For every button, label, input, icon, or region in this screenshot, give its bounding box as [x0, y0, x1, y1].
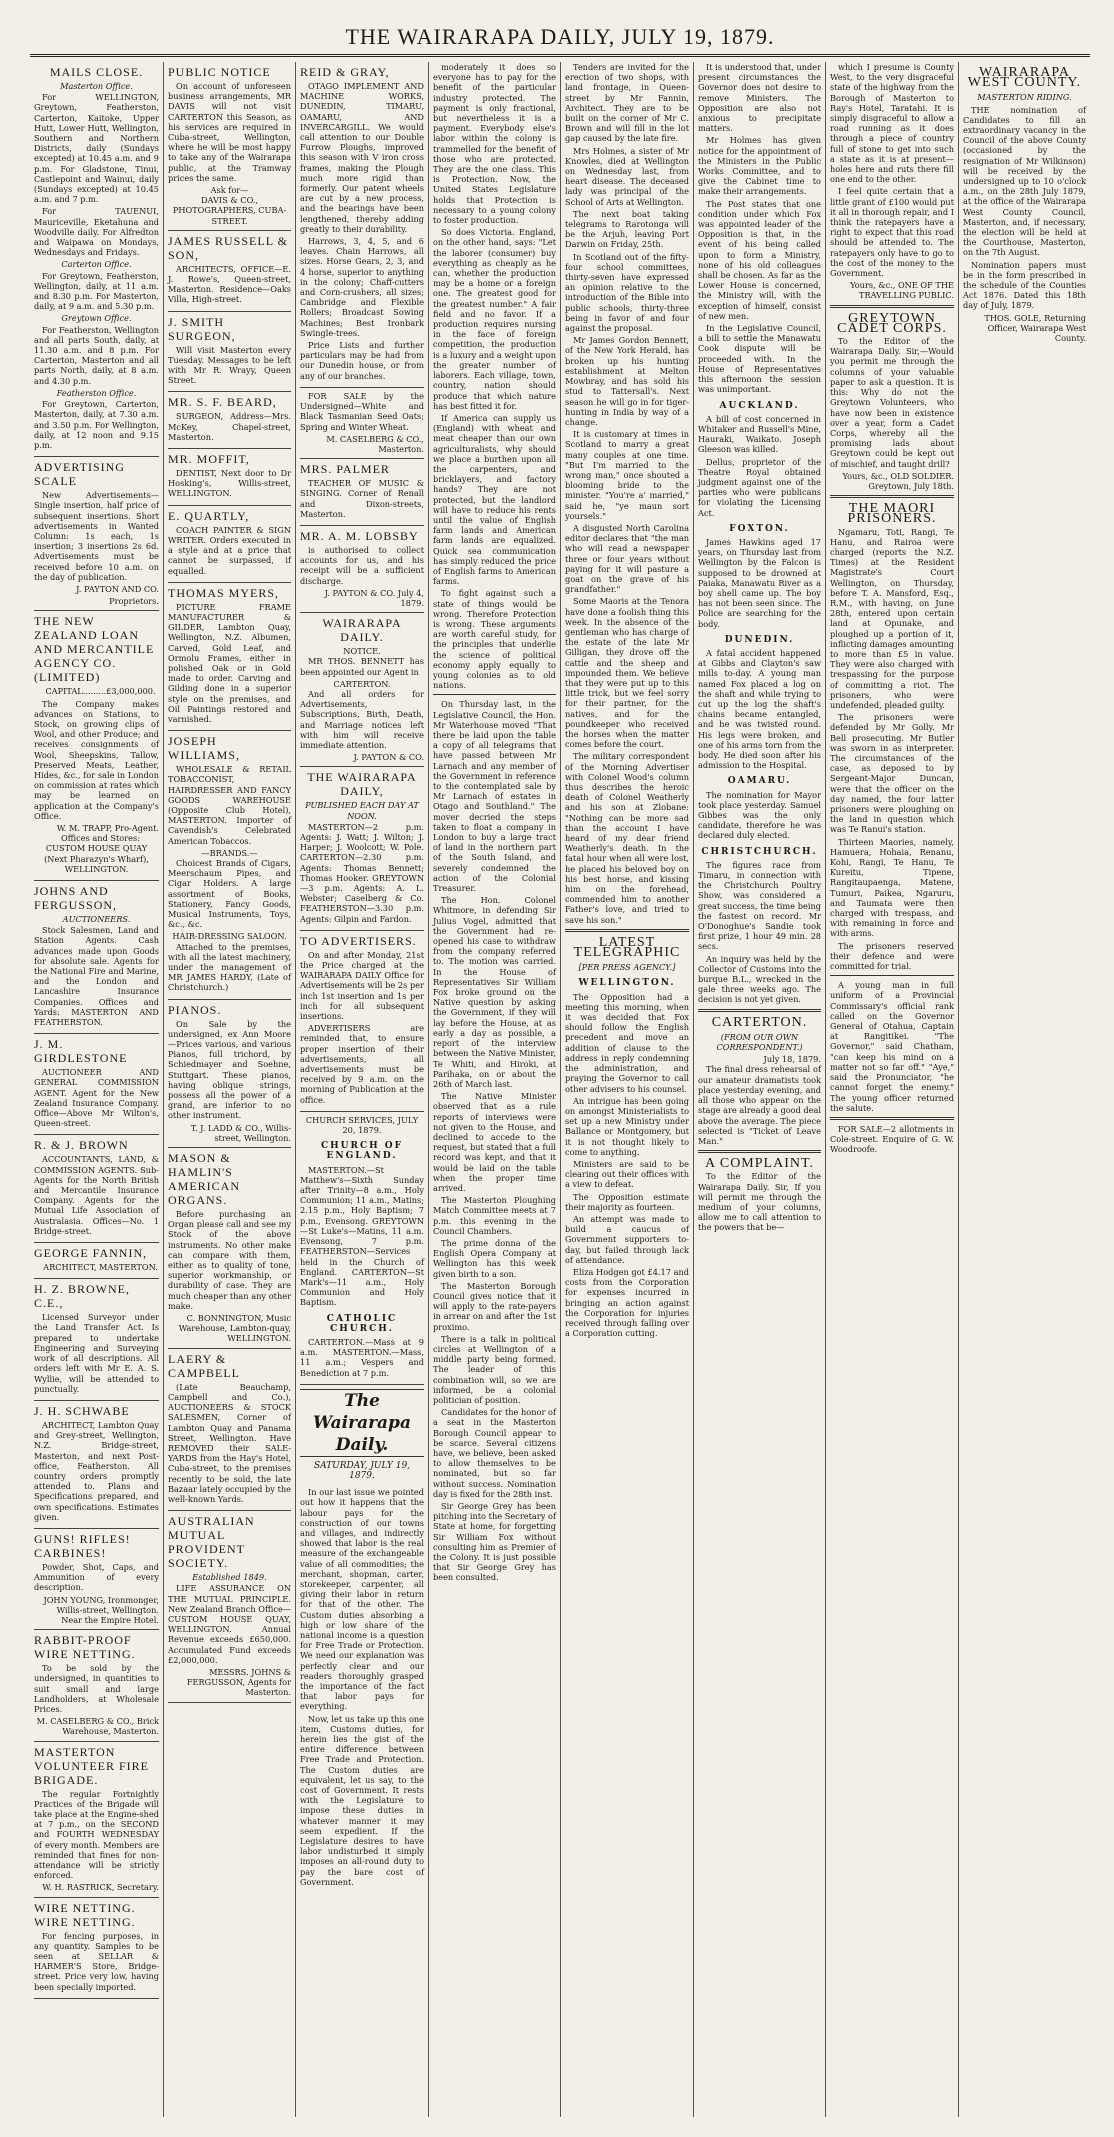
reid-text-1: OTAGO IMPLEMENT AND MACHINE WORKS, DUNEDIN, TIMARU, OAMARU, AND INVERCARGILL. We would call attention to our Double Furrow Ploughs, improved this season with V iron cross frames, making the Plough much more rigid than formerly. Our patent wheels are cut by a new process, and the bearings have been lengthened, thereby adding greatly to their durability. [300, 81, 424, 234]
salon-text: Attached to the premises, with all the latest machinery, under the management of MR JAMES HARDY, (Late of Christchurch.) [168, 941, 291, 993]
williams-heading: JOSEPH WILLIAMS, [168, 734, 240, 763]
column-3 [295, 62, 428, 2117]
russell-text: ARCHITECTS, OFFICE—E. J. Rowe's, Queen-street, Masterton. Residence—Oaks Villa, High-street. [168, 263, 291, 305]
column-8 [958, 62, 1090, 2117]
carterton-date: July 18, 1879. [763, 1054, 821, 1065]
dunedin-paragraph: A fatal accident happened at Gibbs and Clayton's saw mills to-day. A young man named Fox placed a log on the shaft and while trying to cut up the log the shaft's chains became entangled, and he was twisted round. His legs were broken, and one of his arms torn from the body. He died soon after his admission to the Hospital. [698, 647, 821, 771]
advertisers-heading: TO ADVERTISERS. [300, 933, 417, 948]
column-1 [30, 62, 163, 2117]
county-signature: THOS. GOLE, Returning Officer, Wairarapa West County. [984, 312, 1086, 344]
divider [830, 975, 954, 976]
greytown-text: For Featherston, Wellington and all parts South, daily, at 11.30 a.m. and 8 p.m. For Carterton, Masterton and all parts North, daily, at 8 a.m. and 4.30 p.m. [34, 324, 159, 386]
council-paragraph-3: The Native Minister observed that as a rule reports of interviews were not given to the House, and declined to accede to the request, but stated that a full record was kept, and that it would be laid on the table when the proper time arrived. [433, 1091, 556, 1193]
tenders-paragraph: Tenders are invited for the erection of two shops, with land frontage, in Queen-street by Mr Fannin, Architect. They are to be built on the corner of Mr C. Brown and will fill in the lot gap caused by the late fire. [565, 62, 689, 144]
myers-heading: THOMAS MYERS, [168, 585, 280, 600]
riding-subheading: MASTERTON RIDING. [977, 92, 1072, 103]
marriage-paragraph: It is customary at times in Scotland to marry a great many couples at one time. "But I'm married to the wrong man," once shouted a blooming bride to the minister. "You're a' married," said he, "ye maun sort yoursels." [565, 429, 689, 521]
foxton-heading: FOXTON. [729, 523, 790, 534]
wellington-paragraph-1: The Opposition had a meeting this morning, when it was decided that Fox should follow the English precedent and move an addition of clause to the address in reply condemning the administration, and praying the Governor to call other advisers to his counsel. [565, 991, 689, 1094]
reid-text-2: Harrows, 3, 4, 5, and 6 leaves. Chain Harrows, all sizes. Horse Gears, 2, 3, and 4 horse, superior to anything in the colony; Chaff-cutters and Corn-crushers, all sizes; Cambridge and Flexible Rollers; Broadcast Sowing Machines; Best Ironbark Swingle-trees. [300, 236, 424, 338]
ad-moffit [168, 449, 291, 506]
sale-signature: M. CASELBERG & CO., Masterton. [326, 433, 424, 454]
reid-heading: REID & GRAY, [300, 65, 390, 79]
notice-text: MR THOS. BENNETT has been appointed our Agent in [300, 656, 424, 677]
laery-text: (Late Beauchamp, Campbell and Co.), AUCTIONEERS & STOCK SALESMEN, Corner of Lambton Quay and Panama Street, Wellington. Have REMOVED their SALE-YARDS from the Hay's Hotel, Cuba-street, to the premises recently to be sold, the late Bazaar lately occupied by the well-known Yards. [168, 1381, 291, 1504]
johns-text: Stock Salesmen, Land and Station Agents. Cash advances made upon Goods for absolute sale. Agents for the National Fire and Marine, and the London and Lancashire Insurance Companies. Offices and Yards: MASTERTON AND FEATHERSTON. [34, 925, 159, 1028]
ad-rabbit [34, 1630, 159, 1741]
leader-paragraph-4: So does Victoria. England, on the other hand, says: "Let the laborer (consumer) buy everything as cheaply as he can, whether the production may be a home or a foreign one. The greatest good for the greatest number." A fair field and no favor. If a production requires nursing in the face of foreign competition, the production is a luxury and a weight upon the greater number of laborers. Each village, town, country, nation should produce that which nature has best fitted it for. [433, 227, 556, 411]
ad-loan-agency [34, 611, 159, 881]
loan-signature: W. M. TRAPP, Pro-Agent. [56, 822, 159, 833]
governor-paragraph: It is understood that, under present circumstances the Governor does not desire to remove Ministers. The Opposition are also not anxious to precipitate matters. [698, 62, 821, 134]
ad-mails-close [34, 62, 159, 457]
girdlestone-heading: J. M. GIRDLESTONE [34, 1037, 128, 1066]
schwabe-text: ARCHITECT, Lambton Quay and Grey-street, Wellington, N.Z. Bridge-street, Masterton, and next Post-office, Featherston. All country orders promptly attended to. Plans and Specifications prepared, and own specifications. Estimates given. [34, 1419, 159, 1522]
guns-text: Powder, Shot, Caps, and Ammunition of every description. [34, 1561, 159, 1593]
leader-paragraph-6: To fight against such a state of things would be wrong. Therefore Protection is wrong. These arguments are worth careful study, for the principles that underlie the science of political economy apply equally to young colonies as to old nations. [433, 588, 556, 691]
ad-girdlestone [34, 1034, 159, 1135]
cadets-paragraph: To the Editor of the Wairarapa Daily. Sir,—Would you permit me through the columns of your valuable paper to ask a question. It is this: Why do not the Greytown Volunteers, who have now been in existence over a year, form a Cadet Corps, whereby all the promising lads about Greytown could be kept out of mischief, and taught drill? [830, 336, 954, 469]
road-paragraph-2: I feel quite certain that a little grant of £100 would put it all in thorough repair, and I think the ratepayers have a right to expect that this road should be attended to. The ratepayers only have to go to the cost of the money to the Government. [830, 186, 954, 279]
guns-heading: GUNS! RIFLES! CARBINES! [34, 1531, 131, 1560]
prisoners-paragraph-2: The prisoners were defended by Mr Golly. Mr Bell prosecuting. Mr Butler was sworn in as interpreter. The circumstances of the case, as deposed to by Sergeant-Major Duncan, were that the officer on the day named, the four latter prisoners were ploughing on the land in question which was Te Ranui's station. [830, 712, 954, 835]
christchurch-paragraph-2: An inquiry was held by the Collector of Customs into the burque B.L., wrecked in the gale three weeks ago. The decision is not yet given. [698, 953, 821, 1005]
columns [30, 62, 1090, 2117]
guns-signature: JOHN YOUNG, Ironmonger, Willis-street, Wellington. Near the Empire Hotel. [43, 1594, 159, 1625]
advertising-text: New Advertisements—Single insertion, half price of subsequent insertions. Short advertisements in Wanted Column: 1s each, 1s insertion; 3 insertions 2s 6d. Advertisements must be received before 10 a.m. on the day of publication. [34, 490, 159, 582]
amp-heading: AUSTRALIAN MUTUAL PROVIDENT SOCIETY. [168, 1514, 255, 1571]
ad-reid-gray [300, 62, 424, 388]
divider [830, 305, 954, 308]
advertising-signature: J. PAYTON AND CO. [76, 583, 159, 594]
mason-signature: C. BONNINGTON, Music Warehouse, Lambton-quay, WELLINGTON. [178, 1313, 291, 1344]
council-rates-paragraph: The Masterton Borough Council gives notice that it will apply to the rate-payers in arrear on and after the 1st proximo. [433, 1280, 556, 1332]
masthead-rule [30, 54, 1090, 57]
ploughing-paragraph: The Masterton Ploughing Match Committee meets at 7 p.m. this evening in the Council Chambers. [433, 1195, 556, 1236]
brown-text: ACCOUNTANTS, LAND, & COMMISSION AGENTS. Sub-Agents for the North British and Mercantile Insurance Company. Agents for the Mutual Life Association of Australasia. Offices—No. 1 Bridge-street. [34, 1154, 159, 1236]
telegraphic-heading: LATEST TELEGRAPHIC [573, 934, 681, 961]
column-4 [428, 62, 560, 2117]
ad-pianos [168, 1000, 291, 1148]
masthead-title: THE WAIRARAPA DAILY, JULY 19, 1879. [345, 24, 775, 49]
ad-johns-fergusson [34, 881, 159, 1034]
auckland-heading: AUCKLAND. [719, 400, 800, 411]
divider [698, 1009, 821, 1012]
public-signature: DAVIS & CO., PHOTOGRAPHERS, CUBA-STREET. [172, 195, 287, 226]
brands-heading: —BRANDS.— [201, 847, 258, 858]
ad-schwabe [34, 1401, 159, 1529]
divider [830, 1117, 954, 1120]
quartly-heading: E. QUARTLY, [168, 508, 250, 523]
carterton-paragraph: The final dress rehearsal of our amateur dramatists took place yesterday evening, and all those who appear on the stage are already a good deal above the average. The piece selected is "Ticket of Leave Man." [698, 1064, 821, 1146]
prisoners-paragraph-4: The prisoners reserved their defence and were committed for trial. [830, 940, 954, 972]
carterton-heading: CARTERTON. [711, 1014, 808, 1030]
salon-heading: HAIR-DRESSING SALOON. [172, 931, 287, 942]
advertising-heading: ADVERTISING SCALE [34, 460, 125, 489]
mails-text-1: For WELLINGTON, Greytown, Featherston, Carterton, Kaitoke, Upper Hutt, Lower Hutt, Wellington, Southern and Northern Districts, daily (Sundays excepted) at 10.45 a.m. and 9 p.m. For Gladstone, Tinui, Castlepoint and Wainui, daily (Sundays excepted) at 10.45 a.m. and 7 p.m. [34, 92, 159, 205]
divider [830, 495, 954, 498]
county-heading: WAIRARAPA WEST COUNTY. [967, 65, 1082, 91]
paper-heading: WAIRARAPA DAILY. [322, 616, 402, 645]
laery-heading: LAERY & CAMPBELL [168, 1351, 241, 1380]
quartly-text: COACH PAINTER & SIGN WRITER. Orders executed in a style and at a price that cannot be surpassed, if equalled. [168, 524, 291, 576]
ad-brown [34, 1135, 159, 1243]
carterton-text: For Greytown, Featherston, Wellington, daily, at 11 a.m. and 8.30 p.m. For Masterton, daily, at 9 a.m. and 5.30 p.m. [34, 270, 159, 312]
christchurch-heading: CHRISTCHURCH. [701, 846, 818, 857]
fire-heading: MASTERTON VOLUNTEER FIRE BRIGADE. [34, 1744, 149, 1787]
column-7 [825, 62, 958, 2117]
moffit-heading: MR. MOFFIT, [168, 452, 250, 467]
mails-heading: MAILS CLOSE. [49, 65, 144, 79]
church-text: MASTERTON.—St Matthew's—Sixth Sunday after Trinity—8 a.m., Holy Communion; 11 a.m., Matins; 2.15 p.m., Holy Baptism; 7 p.m., Evensong. GREYTOWN—St Luke's—Matins, 11 a.m. Evensong, 7 p.m. FEATHERSTON—Services held in the Church of England. CARTERTON—St Mark's—11 a.m., Holy Communion and Holy Baptism. [300, 1164, 424, 1308]
public-text: On account of unforeseen business arrangements, MR DAVIS will not visit CARTERTON this Season, as his services are required in Cuba-street, Wellington, where he will be most happy to take any of the Wairarapa public, at the Tramway prices the same. [168, 81, 291, 183]
advertisers-text-2: ADVERTISERS are reminded that, to ensure proper insertion of their advertisements, all advertisements must be received by 9 a.m. on the morning of Publication at the office. [300, 1023, 424, 1105]
ad-palmer [300, 459, 424, 526]
mason-heading: MASON & HAMLIN'S AMERICAN ORGANS. [168, 1151, 241, 1208]
smith-text: Will visit Masterton every Tuesday. Messages to be left with Mr R. Wrayy, Queen Street. [168, 344, 291, 386]
smith-heading: J. SMITH SURGEON, [168, 314, 236, 343]
bennett-paragraph: Mr James Gordon Bennett, of the New York Herald, has broken up his hunting establishment at Melton Mowbray, and has sold his stud to Tattersall's. Next season he will go in for tiger-hunting in India by way of a change. [565, 335, 689, 427]
catholic-text: CARTERTON.—Mass at 9 a.m. MASTERTON.—Mass, 11 a.m.; Vespers and Benediction at 7 p.m. [300, 1336, 424, 1378]
ad-wire-netting [34, 1898, 159, 1999]
beard-text: SURGEON, Address—Mrs. McKey, Chapel-street, Masterton. [168, 411, 291, 442]
county-paragraph-1: THE nomination of Candidates to fill an extraordinary vacancy in the Council of the above County (occasioned by the resignation of Mr Wilkinson) will be received by the undersigned up to 10 o'clock a.m., on the 28th July 1879, at the office of the Wairarapa West County Council, Masterton, and, if necessary, the election will be held at the Courthouse, Masterton, on the 7th August. [963, 104, 1086, 258]
fire-text: The regular Fortnightly Practices of the Brigade will take place at the Engine-shed at 7 p.m., on the SECOND and FOURTH WEDNESDAY of every month. Members are reminded that fines for non-attendance will be strictly enforced. [34, 1788, 159, 1881]
lobsby-text: is authorised to collect accounts for us, and his receipt will be a sufficient discharge. [300, 544, 424, 586]
young-man-paragraph: A young man in full uniform of a Provincial Commissary's official rank called on the Governor General of Otahua, Captain at Rangitikei. "The Governor," said Chatham, "can keep his mind on a matter not so far off." "Aye," said the Pronunciator, "he cannot forget the enemy." The young officer returned the salute. [830, 980, 954, 1113]
ad-notice-bennett [300, 613, 424, 767]
girdlestone-text: AUCTIONEER AND GENERAL COMMISSION AGENT. Agent for the New Zealand Insurance Company. Office—Above Mr Wilton's, Queen-street. [34, 1067, 159, 1129]
middle-party-paragraph: There is a talk in political circles at Wellington of a middle party being formed. The leader of this combination will, so we are informed, be a colonial politician of position. [433, 1333, 556, 1405]
pianos-heading: PIANOS. [168, 1002, 222, 1017]
wellington-paragraph-6: Eliza Hodgen got £4.17 and costs from the Corporation for expenses incurred in bringing an action against the Corporation for injuries received through falling over a Corporation cutting. [565, 1266, 689, 1339]
road-signature: Yours, &c., ONE OF THE TRAVELLING PUBLIC. [850, 280, 954, 301]
divider [698, 1150, 821, 1153]
divider [433, 694, 556, 695]
amp-subheading: Established 1849. [192, 1572, 267, 1583]
prisoners-paragraph-1: Ngamaru, Toti, Rangi, Te Hanu, and Rairoa were charged (reports the N.Z. Times) at the Resident Magistrate's Court Wellington, on Thursday, before T. A. Mansford, Esq., R.M., with having, on June 28th, entered upon certain land at Opunake, and ploughed up a portion of it, inflicting damages amounting to more than £5 in value. They were also charged with trespassing for the purpose of committing a riot. The prisoners, who were undefended, pleaded guilty. [830, 526, 954, 710]
ad-myers [168, 583, 291, 731]
loan-offices: Offices and Stores: CUSTOM HOUSE QUAY (Next Pharazyn's Wharf), WELLINGTON. [44, 833, 149, 874]
ad-advertising-scale [34, 457, 159, 611]
paper2-heading: THE WAIRARAPA DAILY, [307, 770, 417, 799]
mails-subheading: Masterton Office. [60, 81, 133, 91]
notice-text-2: And all orders for Advertisements, Subscriptions, Birth, Death, and Marriage notices left with him will receive immediate attention. [300, 688, 424, 750]
telegraphic-subheading: [PER PRESS AGENCY.] [578, 962, 676, 973]
council-paragraph-2: The Hon. Colonel Whitmore, in defending Sir Julius Vogel, admitted that the Government had re-opened his case to withdraw from the company referred to. The motion was carried. In the House of Representatives Sir William Fox broke ground on the Native question by asking the Government, if they will lay before the House, at as early a day as possible, a report of the interview between the Native Minister, Te Whiti, and Hiroki, at Parihaka, on or about the 26th of March last. [433, 895, 556, 1089]
mason-text: Before purchasing an Organ please call and see my Stock of the above instruments. No other make can compare with them, either as to quality of tone, superior workmanship, or durability of case. They are much cheaper than any other make. [168, 1209, 291, 1311]
lobsby-signature: J. PAYTON & CO. July 4, 1879. [324, 587, 424, 608]
rabbit-heading: RABBIT-PROOF WIRE NETTING. [34, 1633, 136, 1662]
oamaru-heading: OAMARU. [727, 776, 792, 787]
ad-lobsby [300, 526, 424, 613]
wellington-paragraph-3: Ministers are said to be clearing out their offices with a view to defeat. [565, 1158, 689, 1190]
russell-heading: JAMES RUSSELL & SON, [168, 233, 288, 262]
dunedin-heading: DUNEDIN. [724, 634, 795, 645]
palmer-heading: MRS. PALMER [300, 462, 390, 477]
prisoners-paragraph-3: Thirteen Maories, namely, Hamuera, Hohaia, Renanu, Kohi, Rangi, Te Hanu, Te Kureitu, Tipene, Rangitaupaenga, Matene, Tumuri, Paikea, Ngaruru, and Taumata were then charged with trespass, and with remaining in force and with arms. [830, 836, 954, 939]
ad-for-sale-oats [300, 388, 424, 459]
ad-church-services [300, 1112, 424, 1385]
hbrowne-text: Licensed Surveyor under the Land Transfer Act. Is prepared to undertake Engineering and Surveying work of all descriptions. All orders left with Mr E. A. S. Wyllie, will be attended to punctually. [34, 1312, 159, 1394]
wellington-paragraph-5: An attempt was made to build a caucus of Government supporters to-day, but failed through lack of attendance. [565, 1213, 689, 1265]
featherston-text: For Greytown, Carterton, Masterton, daily, at 7.30 a.m. and 3.50 p.m. For Wellington, daily, at 12 noon and 9.15 p.m. [34, 399, 159, 450]
ad-to-advertisers [300, 931, 424, 1112]
ad-williams [168, 731, 291, 999]
moffit-text: DENTIST, Next door to Dr Hosking's, Willis-street, WELLINGTON. [168, 468, 291, 499]
ad-beard [168, 392, 291, 449]
paper2-subheading: PUBLISHED EACH DAY AT NOON. [305, 800, 419, 821]
opera-paragraph: The prime donna of the English Opera Company at Wellington has this week given birth to a son. [433, 1237, 556, 1279]
post-paragraph: The Post states that one condition under which Fox was appointed leader of the Opposition is that, in the event of his being called upon to form a Ministry, none of his old colleagues shall be chosen. As far as the Lower House is concerned, the Ministry will, with the exception of himself, consist of new men. [698, 198, 821, 321]
complaint-heading: A COMPLAINT. [705, 1156, 814, 1172]
mails-text-2: For TAUENUI, Mauriceville, Eketahuna and Woodville daily. For Alfredton and Waipawa on Mondays, Wednesdays and Fridays. [34, 206, 159, 258]
carterton-subheading: Carterton Office. [61, 259, 132, 270]
grey-paragraph: Sir George Grey has been pitching into the Secretary of State at home, for forgetting Sir William Fox without consulting him as Premier of the Colony. It is just possible that Sir George Grey has been consulted. [433, 1501, 556, 1583]
advertisers-text: On and after Monday, 21st the Price charged at the WAIRARAPA DAILY Office for Advertisements will be 2s per inch 1st insertion and 1s per inch for all subsequent insertions. [300, 949, 424, 1022]
loan-text: The Company makes advances on Stations, to Stock, on growing clips of Wool, and other Produce; and receives consignments of Wool, Sheepskins, Tallow, Preserved Meats, Leather, Hides, &c., for sale in London on commission at rates which may be learned on application at the Company's Office. [34, 698, 159, 821]
column-6 [693, 62, 825, 2117]
editorial-date: SATURDAY, JULY 19, 1879. [313, 1460, 411, 1481]
church-subheading: CHURCH OF ENGLAND. [320, 1141, 404, 1162]
for-sale-paragraph: FOR SALE—2 allotments in Cole-street. Enquire of G. W. Woodroofe. [830, 1123, 954, 1155]
foxton-paragraph: James Hawkins aged 17 years, on Thursday last from Wellington by the Falcon is supposed to be drowned at Paiaka, Manawatu River as a boy shell came up. The boy has not been seen since. The Police are searching for the body. [698, 536, 821, 629]
prisoners-heading: THE MAORI PRISONERS. [847, 501, 937, 527]
cadets-heading: GREYTOWN CADET CORPS. [837, 310, 947, 336]
fannin-text: ARCHITECT, MASTERTON. [43, 1262, 158, 1273]
holmes-paragraph: Mrs Holmes, a sister of Mr Knowles, died at Wellington on Wednesday last, from heart disease. The deceased lady was principal of the School of Arts at Wellington. [565, 145, 689, 207]
maoris-paragraph: Some Maoris at the Tenora have done a foolish thing this week. In the absence of the gentleman who has charge of the estate of the late Mr Gilligan, they drove off the cattle and the sheep and impounded them. We believe that they were put up to this little trick, but we feel sorry for their partner, for the natives, and for the poundkeeper who received the horses when the matter comes before the court. [565, 596, 689, 750]
oamaru-paragraph: The nomination for Mayor took place yesterday. Samuel Gibbes was the only candidate, therefore he was declared duly elected. [698, 789, 821, 841]
road-paragraph-1: which I presume is County West, to the very disgraceful state of the highway from the Borough of Masterton to Ray's Hotel, Taratahi. It is simply disgraceful to allow a road running as it does through a piece of country full of stone to get into such a state as it is at present—holes here and ruts there fill one end to the other. [830, 62, 954, 185]
ad-mason-hamlin [168, 1148, 291, 1349]
notice-heading: NOTICE. [343, 646, 381, 657]
cadets-signature: Yours, &c., OLD SOLDIER. Greytown, July 18th. [842, 470, 954, 491]
public-heading: PUBLIC NOTICE [168, 65, 271, 79]
carterton-subheading: (FROM OUR OWN CORRESPONDENT.) [716, 1031, 803, 1053]
notice-place: CARTERTON. [333, 678, 391, 689]
lobsby-heading: MR. A. M. LOBSBY [300, 528, 419, 543]
ad-public-notice [168, 62, 291, 231]
ad-quartly [168, 506, 291, 583]
leader-paragraph-2: Now, let us take up this one item, Customs duties, for herein lies the gist of the entire difference between Free Trade and Protection. The Custom duties are equivalent, let us say, to the cost of Government. It rests with the Legislature to impose these duties in whatever manner it may seem expedient. If the Legislature desires to have labor undisturbed it simply imposes an all-round duty to pay the bare cost of Government. [300, 1713, 424, 1887]
ad-smith [168, 312, 291, 393]
council-bill-paragraph: In the Legislative Council, a bill to settle the Manawatu Cook dispute will be proceeded with. In the House of Representatives this afternoon the session was unimportant. [698, 323, 821, 395]
leader-paragraph-5: If America can supply us (England) with wheat and meat cheaper than our own agriculturalists, why should we place a burthen upon all the carpenters, and bricklayers, and factory hands? They are not protected, but the landlord will have to reduce his rents until the value of English farm lands and American farm lands are equalized. Quick sea communication has simply reduced the price of English farms to American farms. [433, 412, 556, 587]
brands-text: Choicest Brands of Cigars, Meerschaum Pipes, and Cigar Holders. A large assortment of Books, Stationery, Fancy Goods, Musical Instruments, Toys, &c., &c. [168, 857, 291, 930]
auckland-paragraph-2: Dellus, proprietor of the Theatre Royal obtained judgment against one of the parties who were publicans for violating the Licensing Act. [698, 456, 821, 518]
leader-paragraph-1: In our last issue we pointed out how it happens that the labour pays for the construction of our towns and villages, and indirectly showed that labor is the real measure of the exchangeable value of all commodities; the merchant, shopman, carter, storekeeper, carpenter, all giving their labor in return for that of the other. The Custom duties absorbing a high or low share of the national income is a question for Free Trade or Protection. We need our explanation was perfectly clear and our readers thoroughly grasped the importance of the fact that labor pays for everything. [300, 1487, 424, 1712]
catholic-subheading: CATHOLIC CHURCH. [326, 1313, 398, 1334]
ad-fire-brigade [34, 1742, 159, 1898]
leader-paragraph-3: moderately it does so everyone has to pay for the benefit of the particular industry protected. The payment is only fractional, but nevertheless it is a payment. Everybody else's labor within the colony is trammelled for the benefit of those who are protected. They are the one class. This is Protection. Now, the United States Legislature holds that Protection is necessary to a young colony to foster production. [433, 62, 556, 226]
loan-heading: THE NEW ZEALAND LOAN AND MERCANTILE AGENCY CO. (LIMITED) [34, 614, 155, 685]
ad-russell [168, 231, 291, 312]
schwabe-heading: J. H. SCHWABE [34, 1403, 130, 1418]
rabbit-text: To be sold by the undersigned, in quantities to suit small and large Landholders, at Wholesale Prices. [34, 1663, 159, 1714]
greytown-subheading: Greytown Office. [61, 313, 132, 324]
brown-heading: R. & J. BROWN [34, 1138, 129, 1153]
newspaper-page [30, 22, 1090, 2117]
notice-signature: J. PAYTON & CO. [353, 752, 424, 763]
amp-signature: MESSRS. JOHNS & FERGUSSON, Agents for Masterton. [186, 1666, 291, 1698]
editorial-masthead: The Wairarapa Daily. [300, 1389, 424, 1457]
divider [565, 929, 689, 932]
ad-guns [34, 1529, 159, 1630]
military-paragraph: The military correspondent of the Morning Advertiser with Colonel Wood's column thus describes the heroic death of Colonel Weatherly and his son at Zlobane: "Nothing can be more sad than the account I have heard of my dear friend Weatherly's death. In the fatal hour when all were lost, he placed his beloved boy on his best horse, and kissing him on the forehead, commended him to another Father's love, and tried to save his son." [565, 751, 689, 925]
loan-capital: CAPITAL.........£3,000,000. [45, 686, 156, 697]
ad-laery [168, 1349, 291, 1511]
pianos-signature: T. J. LADD & CO., Willis-street, Wellington. [190, 1122, 291, 1143]
ad-fannin [34, 1243, 159, 1279]
christchurch-paragraph-1: The figures race from Timaru, in connection with the Christchurch Poultry Show, was considered a great success, the time being the fastest on record. Mr O'Donoghue's Sandie took first prize, 1 hour 49 min. 28 secs. [698, 859, 821, 952]
scotland-paragraph: In Scotland out of the fifty-four school committees, thirty-seven have expressed an opinion relative to the introduction of the Bible into public schools, thirty-three being in favor of and four against the proposal. [565, 251, 689, 334]
johns-subheading: AUCTIONEERS. [62, 914, 131, 924]
sale-text: FOR SALE by the Undersigned—White and Black Tasmanian Seed Oats; Spring and Winter Wheat. [300, 390, 424, 432]
rarotonga-paragraph: The next boat taking telegrams to Rarotonga will be the Arjuh, leaving Port Darwin on Friday, 25th. [565, 208, 689, 250]
beard-heading: MR. S. F. BEARD, [168, 395, 277, 410]
council-paragraph-1: On Thursday last, in the Legislative Council, the Hon. Mr Waterhouse moved "That there be laid upon the table a copy of all telegrams that have passed between Mr Larnach and any member of the Government in reference to the contemplated sale by Mr Larnach of estates in Otago and Southland." The mover decried the steps taken to float a company in London to buy a large tract of land in the northern part of the South Island, and severely condemned the action of the Colonial Treasurer. [433, 699, 556, 894]
myers-text: PICTURE FRAME MANUFACTURER & GILDER, Lambton Quay, Wellington, N.Z. Albumen, Carved, Gold Leaf, and Ormolu Frames, either in polished Oak or in Gold made to order. Carving and Gilding done in a superior style on the premises, and Oil Paintings restored and varnished. [168, 601, 291, 724]
church-heading: CHURCH SERVICES, JULY 20, 1879. [305, 1114, 419, 1136]
paper2-text: MASTERTON—2 p.m. Agents: J. Watt; J. Wilton; J. Harper; J. Woolcott; W. Pole. CARTERTON—2.30 p.m. Agents: Thomas Bennett; Thomas Hooker. GREYTOWN—3 p.m. Agents: A. L. Webster; Caselberg & Co. FEATHERSTON—3.30 p.m. Agents: Gilpin and Fardon. [300, 821, 424, 924]
wellington-paragraph-4: The Opposition estimate their majority as fourteen. [565, 1191, 689, 1212]
column-2 [163, 62, 295, 2117]
williams-text: WHOLESALE & RETAIL TOBACCONIST, HAIRDRESSER AND FANCY GOODS WAREHOUSE (Opposite Club Hotel), MASTERTON. Importer of Cavendish's Celebrated American Tobaccos. [168, 764, 291, 846]
rabbit-signature: M. CASELBERG & CO., Brick Warehouse, Masterton. [36, 1716, 159, 1737]
auckland-paragraph-1: A bill of cost concerned in Whitaker and Russell's Mine, Hauraki, Waikato. Joseph Gleeson was killed. [698, 413, 821, 455]
public-ask: Ask for— [210, 185, 249, 196]
amp-text: LIFE ASSURANCE ON THE MUTUAL PRINCIPLE. New Zealand Branch Office—CUSTOM HOUSE QUAY, WELLINGTON. Annual Revenue exceeds £650,000. Accumulated Fund exceeds £2,000,000. [168, 1583, 291, 1665]
wire-text: For fencing purposes, in any quantity. Samples to be seen at SELLAR & HARMER'S Store, Bridge-street. Price very low, having been specially imported. [34, 1930, 159, 1992]
column-5 [560, 62, 693, 2117]
advertising-signature-2: Proprietors. [109, 596, 159, 607]
palmer-text: TEACHER OF MUSIC & SINGING. Corner of Renall and Dixon-streets, Masterton. [300, 478, 424, 519]
wellington-heading: WELLINGTON. [578, 978, 676, 989]
wellington-paragraph-2: An intrigue has been going on amongst Ministerialists to set up a new Ministry under Ballance or Montgomery, but it is not thought likely to come to anything. [565, 1095, 689, 1157]
pianos-text: On Sale by the undersigned, ex Ann Moore—Prices various, and various Pianos, full trichord, by Schiedmayer and Soehne, Stuttgart. These pianos, having oblique strings, possess all the power of a grand, are inferior to no other instrument. [168, 1018, 291, 1121]
ad-amp [168, 1511, 291, 1702]
editor-paragraph: A disgusted North Carolina editor declares that "the man who will read a newspaper three or four years without paying for it will pasture a goat on the grave of his grandfather." [565, 522, 689, 595]
holmes-notice-paragraph: Mr Holmes has given notice for the appointment of the Ministers in the Public Works Committee, and to give the Cabinet time to make their arrangements. [698, 135, 821, 197]
reid-text-3: Price Lists and further particulars may be had from our Dunedin house, or from any of our branches. [300, 340, 424, 381]
ad-paper-agents [300, 767, 424, 930]
ad-hbrowne [34, 1279, 159, 1401]
johns-heading: JOHNS AND FERGUSSON, [34, 884, 118, 912]
candidates-paragraph: Candidates for the honor of a seat in the Masterton Borough Council appear to be scarce. Several citizens have, we believe, been asked to allow themselves to be nominated, but so far without success. Nomination day is fixed for the 28th inst. [433, 1407, 556, 1499]
wire-heading: WIRE NETTING. WIRE NETTING. [34, 1900, 136, 1929]
county-paragraph-2: Nomination papers must be in the form prescribed in the schedule of the Counties Act 1876. Dated this 18th day of July, 1879. [963, 259, 1086, 311]
hbrowne-heading: H. Z. BROWNE, C.E., [34, 1282, 130, 1311]
featherston-subheading: Featherston Office. [56, 387, 137, 398]
fire-signature: W. H. RASTRICK, Secretary. [42, 1882, 159, 1893]
complaint-paragraph: To the Editor of the Wairarapa Daily. Sir, If you will permit me through the medium of your columns, allow me to call attention to the powers that be— [698, 1171, 821, 1233]
fannin-heading: GEORGE FANNIN, [34, 1246, 148, 1261]
